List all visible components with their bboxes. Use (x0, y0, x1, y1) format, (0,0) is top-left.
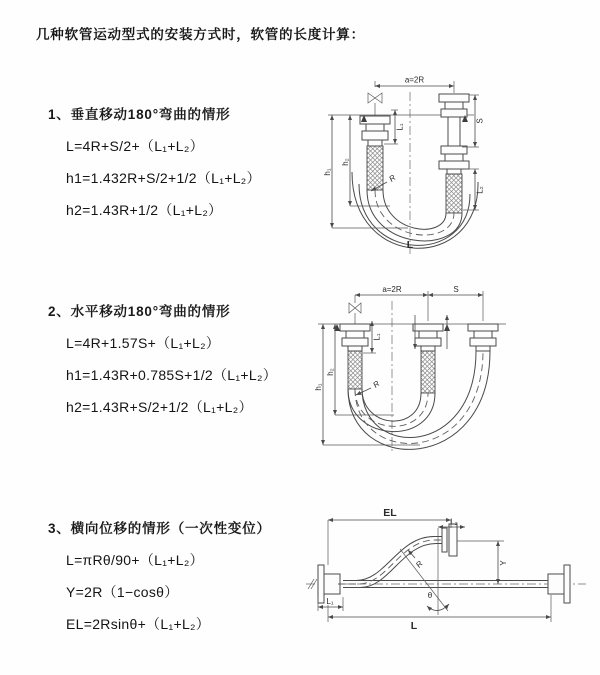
dim-label-l: L (406, 239, 414, 251)
left-flange (360, 115, 390, 190)
right-pipe (439, 94, 469, 213)
dim-label-y: Y (499, 560, 508, 566)
left-braid-section (348, 351, 362, 389)
right-flange (468, 324, 498, 351)
hose-bend-moved (348, 351, 490, 449)
hose-s-curve (338, 537, 442, 588)
dimension-a2r (375, 76, 454, 94)
dim-label-r: R (371, 379, 382, 390)
section-2-formula-h1: h1=1.43R+0.785S+1/2（L₁+L₂） (66, 367, 277, 383)
dim-label-h1: h₁ (323, 168, 332, 176)
upper-flange (442, 524, 457, 556)
dimension-l2 (463, 169, 485, 210)
dim-label-a2r: a=2R (382, 285, 402, 294)
diagram-horizontal-180-bend (308, 283, 588, 473)
page-title: 几种软管运动型式的安装方式时，软管的长度计算： (36, 27, 365, 42)
dim-label-h1: h₁ (314, 383, 323, 391)
dimension-el (328, 507, 451, 565)
valve-icon (349, 295, 361, 324)
left-flange (334, 324, 370, 389)
section-1-formula-h2: h2=1.43R+1/2（L₁+L₂） (66, 202, 223, 218)
dimension-y (457, 541, 508, 584)
left-braid-section (367, 146, 383, 190)
dim-label-r: R (414, 559, 425, 570)
dimension-a2r (355, 285, 483, 321)
middle-flange (413, 324, 450, 393)
dim-label-l1: L₁ (395, 123, 405, 131)
dimension-s (428, 285, 483, 295)
dim-label-l2: L₂ (450, 517, 458, 527)
dim-label-l1: L₁ (326, 597, 334, 606)
section-3-formula-EL: EL=2Rsinθ+（L₁+L₂） (66, 616, 211, 632)
dimension-l2 (438, 518, 465, 528)
dim-label-l: L (410, 620, 418, 632)
section-1-heading: 1、垂直移动180°弯曲的情形 (48, 107, 231, 122)
dim-label-a2r: a=2R (404, 75, 425, 85)
section-2-formula-h2: h2=1.43R+S/2+1/2（L₁+L₂） (66, 399, 253, 415)
valve-icon (368, 93, 382, 116)
right-braid-section (446, 174, 462, 213)
hose-bend-original (348, 389, 435, 432)
dim-label-h2: h₂ (326, 368, 335, 376)
dim-label-el: EL (383, 507, 397, 519)
radius-callout (408, 550, 425, 569)
dim-label-r: R (387, 173, 398, 184)
dim-label-s: S (475, 118, 485, 124)
section-1-formula-h1: h1=1.432R+S/2+1/2（L₁+L₂） (66, 170, 261, 186)
section-2-formula-L: L=4R+1.57S+（L₁+L₂） (66, 335, 221, 351)
dim-label-h2: h₂ (341, 158, 350, 166)
section-2-heading: 2、水平移动180°弯曲的情形 (48, 304, 231, 319)
middle-braid-section (421, 351, 435, 393)
section-3-formula-L: L=πRθ/90+（L₁+L₂） (66, 552, 204, 568)
dim-label-l2: L₂ (475, 186, 485, 194)
dim-label-s: S (453, 285, 459, 294)
diagram-vertical-180-bend (312, 70, 592, 260)
diagram-lateral-displacement (298, 497, 598, 652)
dim-label-l1: L₁ (372, 333, 382, 341)
dim-label-theta: θ (427, 591, 433, 600)
section-3-heading: 3、横向位移的情形（一次性变位） (48, 521, 271, 536)
section-3-formula-Y: Y=2R（1−cosθ） (66, 584, 179, 600)
section-1-formula-L: L=4R+S/2+（L₁+L₂） (66, 138, 204, 154)
